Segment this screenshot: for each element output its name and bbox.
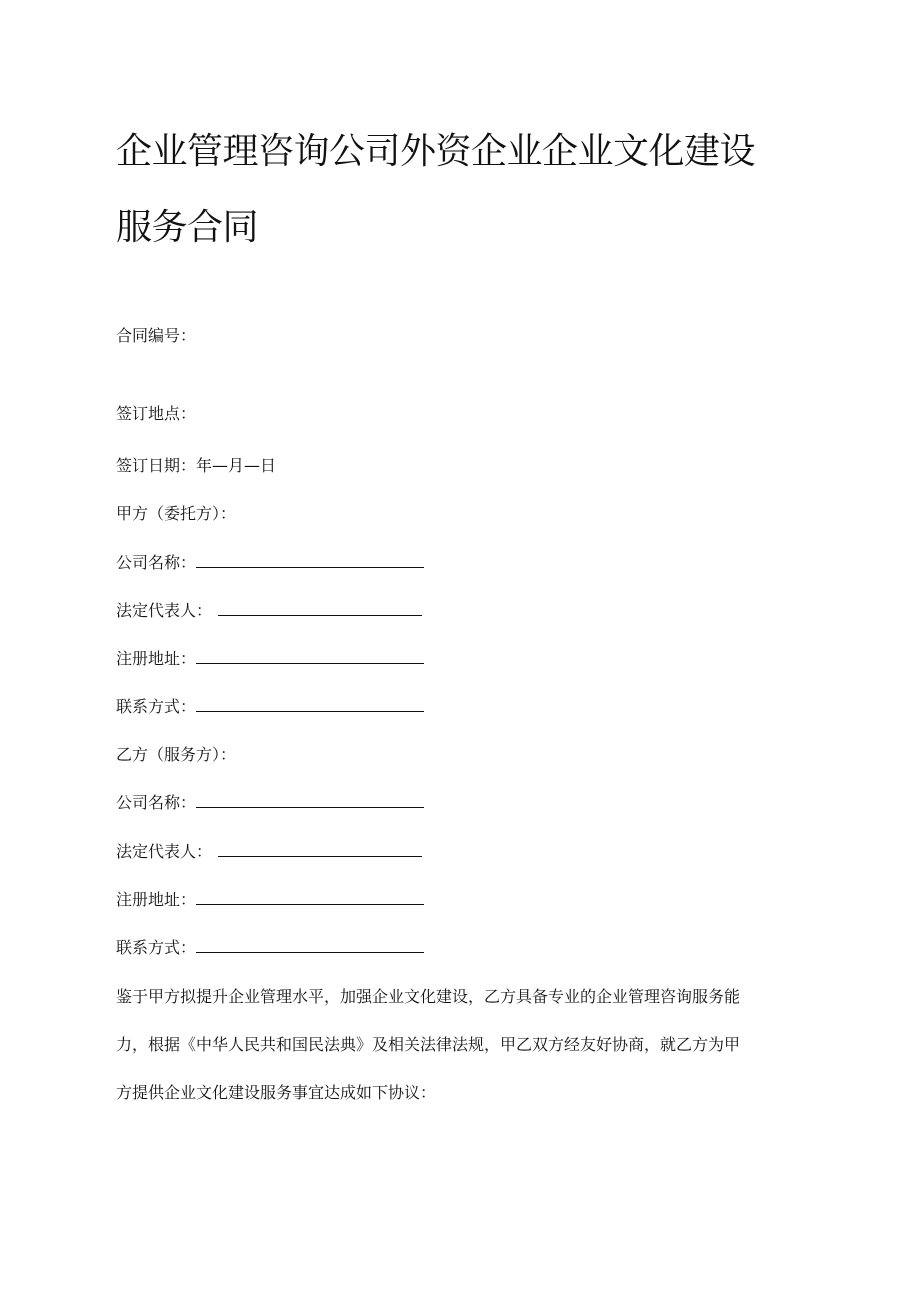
contract-number-label: 合同编号：: [116, 326, 197, 345]
party-a-address-label: 注册地址：: [116, 649, 197, 668]
party-b-contact-blank: [196, 937, 424, 953]
party-b-address-row: [116, 889, 424, 911]
party-a-legal-rep-blank: [218, 600, 422, 616]
party-a-contact-blank: [196, 696, 424, 712]
party-b-legal-rep-blank: [218, 841, 422, 857]
party-a-contact-row: [116, 696, 424, 718]
party-b-legal-rep-label: 法定代表人：: [116, 842, 213, 861]
party-a-company-label: 公司名称：: [116, 553, 197, 572]
party-b-company-blank: [196, 792, 424, 808]
party-b-company-row: [116, 792, 424, 814]
party-a-contact-label: 联系方式：: [116, 697, 197, 716]
party-b-legal-rep-row: [116, 841, 422, 863]
document-title-line-2: 服务合同: [116, 207, 259, 248]
party-a-legal-rep-row: [116, 600, 422, 622]
party-b-company-label: 公司名称：: [116, 793, 197, 812]
document-title-line-1: 企业管理咨询公司外资企业企业文化建设: [116, 131, 756, 172]
party-a-legal-rep-label: 法定代表人：: [116, 601, 213, 620]
party-b-contact-label: 联系方式：: [116, 938, 197, 957]
party-b-address-label: 注册地址：: [116, 890, 197, 909]
party-a-company-row: [116, 552, 424, 574]
party-a-company-blank: [196, 552, 424, 568]
party-b-address-blank: [196, 889, 424, 905]
party-b-contact-row: [116, 937, 424, 959]
sign-date-label: 签订日期：年—月—日: [116, 456, 277, 475]
preamble-line-3: 方提供企业文化建设服务事宜达成如下协议：: [116, 1083, 437, 1102]
party-a-address-row: [116, 648, 424, 670]
party-a-address-blank: [196, 648, 424, 664]
preamble-line-1: 鉴于甲方拟提升企业管理水平，加强企业文化建设，乙方具备专业的企业管理咨询服务能: [116, 987, 741, 1006]
preamble-line-2: 力，根据《中华人民共和国民法典》及相关法律法规，甲乙双方经友好协商，就乙方为甲: [116, 1035, 741, 1054]
party-a-heading: 甲方（委托方）：: [116, 504, 237, 523]
sign-place-label: 签订地点：: [116, 404, 197, 423]
party-b-heading: 乙方（服务方）：: [116, 745, 237, 764]
